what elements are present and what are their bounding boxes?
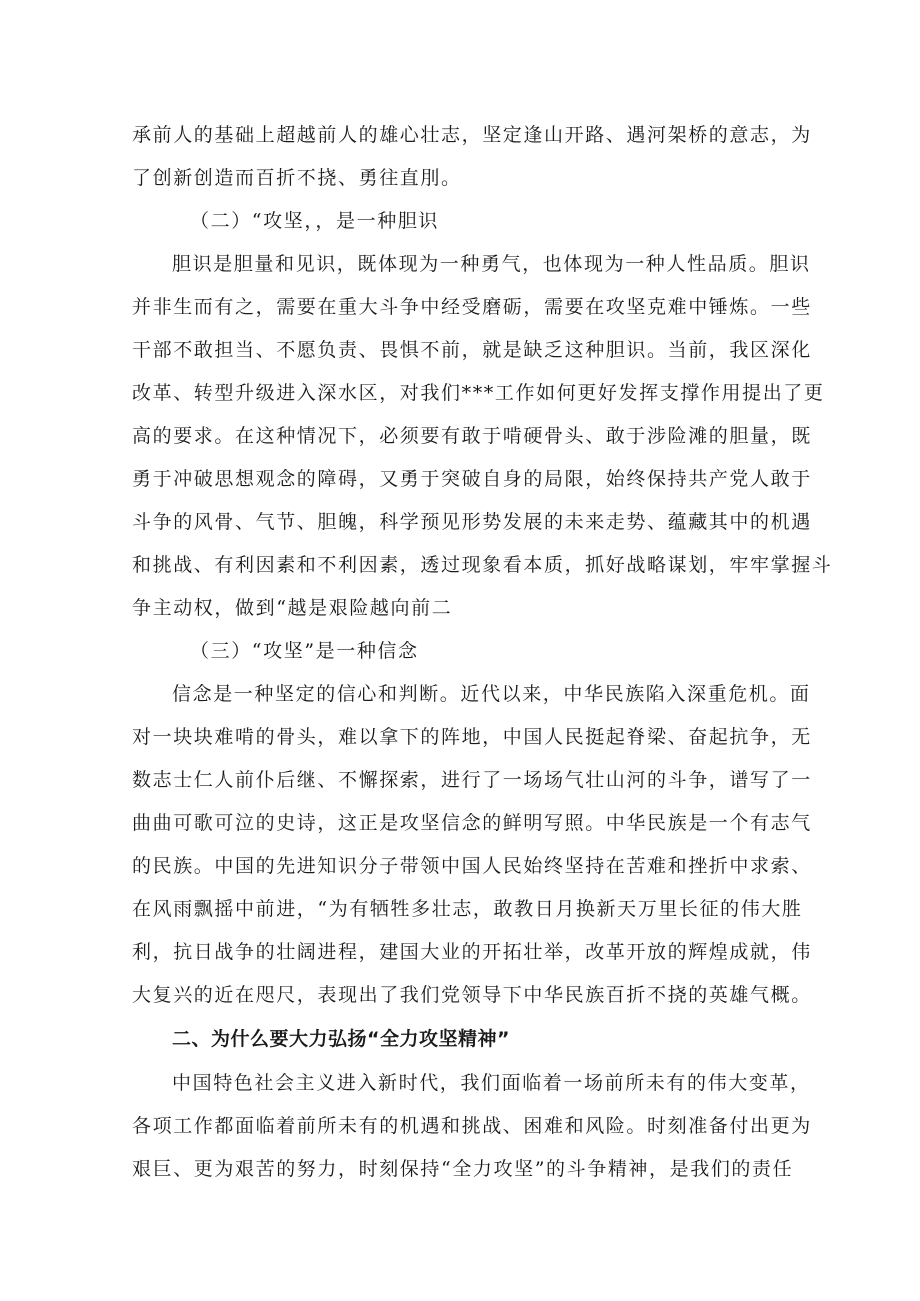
body-text-line: 利，抗日战争的壮阔进程，建国大业的开拓壮举，改革开放的辉煌成就，伟	[132, 941, 812, 963]
body-text-line: 勇于冲破思想观念的障碍，又勇于突破自身的局限，始终保持共产党人敢于	[132, 468, 812, 490]
body-text-line: 改革、转型升级进入深水区，对我们***工作如何更好发挥支撑作用提出了更	[132, 382, 825, 404]
body-text-line: 斗争的风骨、气节、胆魄，科学预见形势发展的未来走势、蕴藏其中的机遇	[132, 511, 812, 533]
body-text-line: 对一块块难啃的骨头，难以拿下的阵地，中国人民挺起脊梁、奋起抗争，无	[132, 726, 812, 748]
paragraph-first-line: 信念是一种坚定的信心和判断。近代以来，中华民族陷入深重危机。面	[172, 683, 811, 705]
body-text-line: 在风雨飘摇中前进，“为有牺牲多壮志，敢教日月换新天万里长征的伟大胜	[132, 898, 803, 920]
body-text-line: 并非生而有之，需要在重大斗争中经受磨砺，需要在攻坚克难中锤炼。一些	[132, 296, 812, 318]
section-heading: （二）“攻坚，，是一种胆识	[190, 210, 440, 232]
body-text-line: 艰巨、更为艰苦的努力，时刻保持“全力攻坚”的斗争精神，是我们的责任	[132, 1158, 794, 1180]
paragraph-first-line: 胆识是胆量和见识，既体现为一种勇气，也体现为一种人性品质。胆识	[172, 253, 811, 275]
body-text-line: 高的要求。在这种情况下，必须要有敢于啃硬骨头、敢于涉险滩的胆量，既	[132, 425, 812, 447]
body-text-line: 了创新创造而百折不挠、勇往直刖。	[132, 167, 462, 189]
body-text-line: 承前人的基础上超越前人的雄心壮志，坚定逢山开路、遇河架桥的意志，为	[132, 124, 812, 146]
body-text-line: 数志士仁人前仆后继、不懈探索，进行了一场场气壮山河的斗争，谱写了一	[132, 769, 812, 791]
body-text-line: 各项工作都面临着前所未有的机遇和挑战、困难和风险。时刻准备付出更为	[132, 1115, 812, 1137]
body-text-line: 干部不敢担当、不愿负责、畏惧不前，就是缺乏这种胆识。当前，我区深化	[132, 339, 812, 361]
body-text-line: 的民族。中国的先进知识分子带领中国人民始终坚持在苦难和挫折中求索、	[132, 855, 812, 877]
body-text-line: 和挑战、有利因素和不利因素，透过现象看本质，抓好战略谋划，牢牢掌握斗	[132, 554, 833, 576]
chapter-heading: 二、为什么要大力弘扬“全力攻坚精神”	[172, 1028, 510, 1050]
paragraph-first-line: 中国特色社会主义进入新时代，我们面临着一场前所未有的伟大变革，	[172, 1072, 811, 1094]
body-text-line: 争主动权，做到“越是艰险越向前二	[132, 597, 453, 619]
body-text-line: 大复兴的近在咫尺，表现出了我们党领导下中华民族百折不挠的英雄气概。	[132, 984, 812, 1006]
body-text-line: 曲曲可歌可泣的史诗，这正是攻坚信念的鲜明写照。中华民族是一个有志气	[132, 812, 812, 834]
section-heading: （三）“攻坚”是一种信念	[190, 640, 419, 662]
